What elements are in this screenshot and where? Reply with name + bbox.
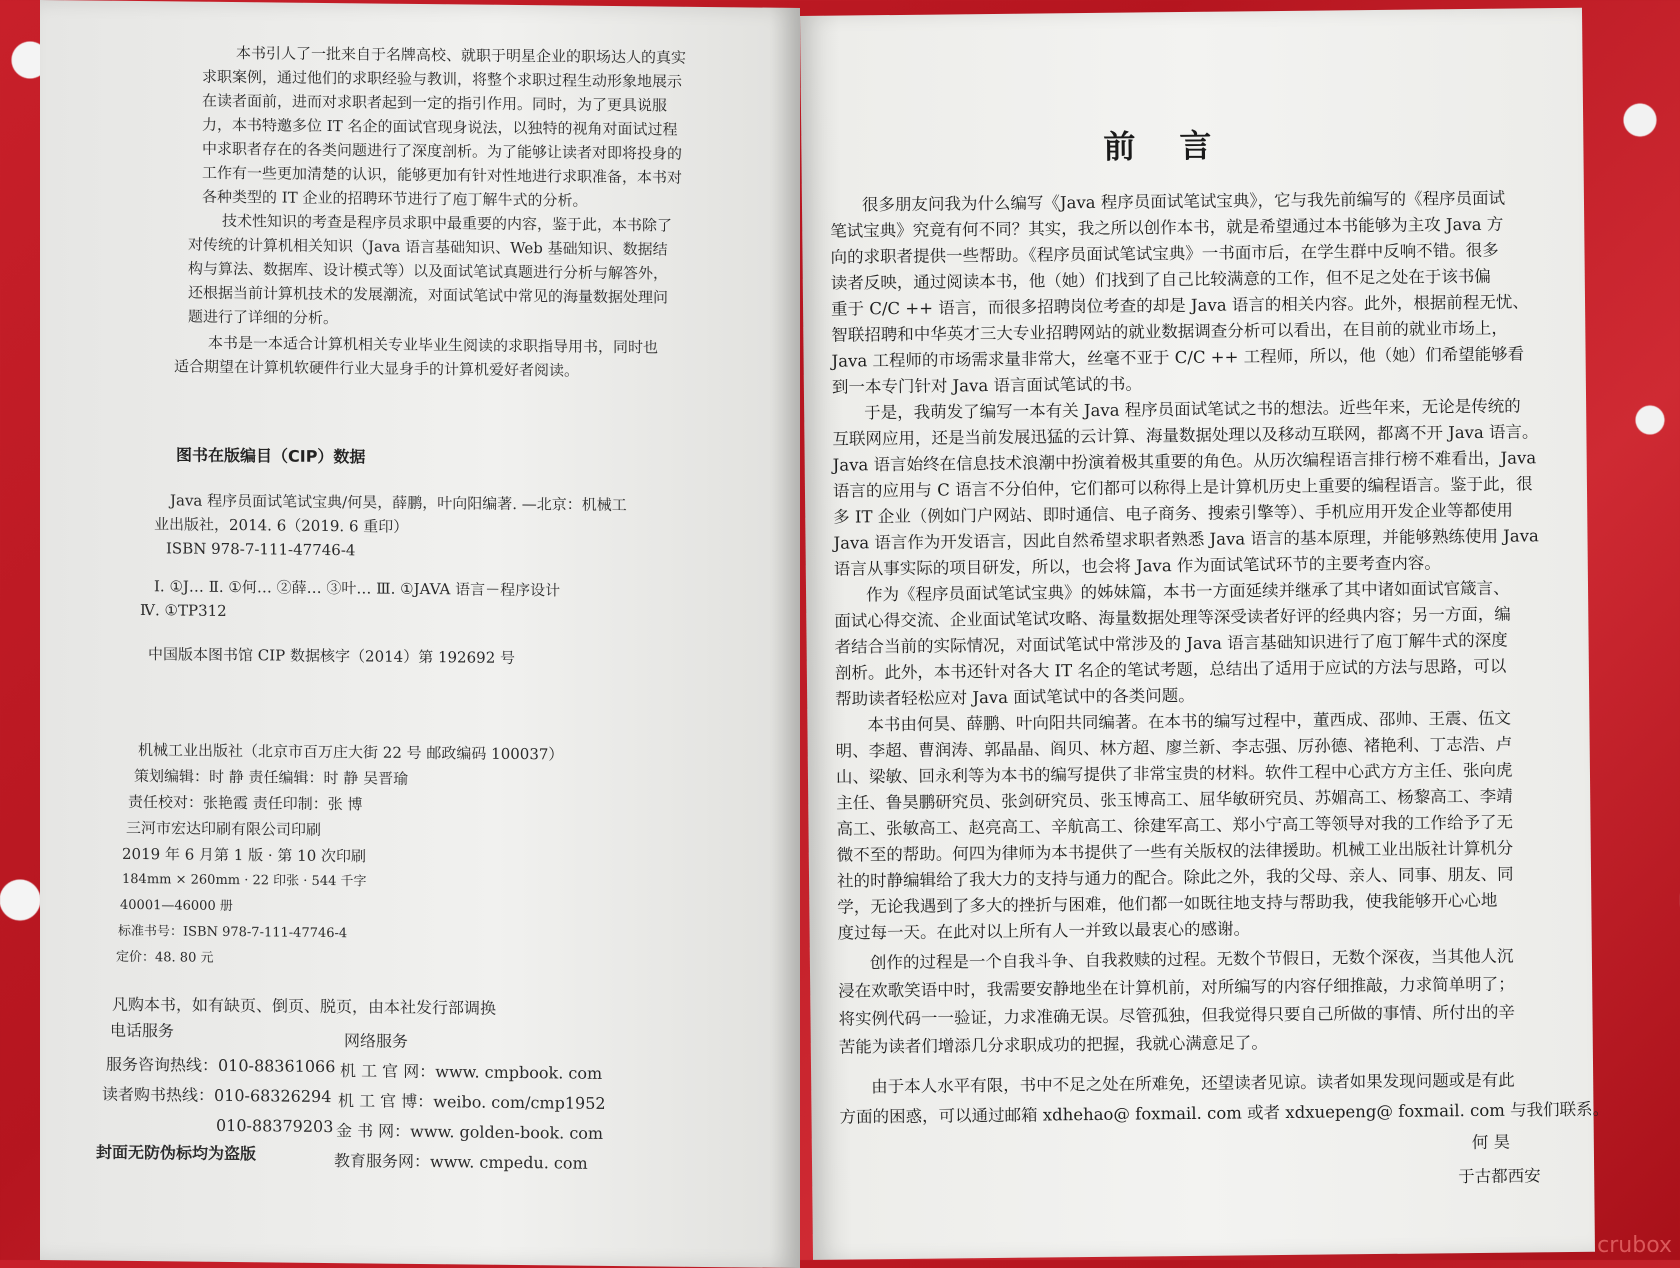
preface-line: 智联招聘和中华英才三大专业招聘网站的就业数据调查分析可以看出，在目前的就业市场上， — [831, 318, 1508, 345]
publisher-line: 184mm × 260mm · 22 印张 · 544 千字 — [122, 871, 367, 890]
publisher-line: 机械工业出版社（北京市百万庄大街 22 号 邮政编码 100037） — [138, 741, 564, 764]
service-phone: 010-88379203 — [216, 1115, 334, 1137]
preface-line: 浸在欢歌笑语中时，我需要安静地坐在计算机前，对所编写的内容仔细推敲，力求简单明了； — [838, 974, 1515, 1001]
preface-line: 主任、鲁昊鹏研究员、张剑研究员、张玉博高工、屈华敏研究员、苏媚高工、杨黎高工、李靖 — [836, 786, 1513, 813]
preface-line: 剖析。此外，本书还针对各大 IT 名企的笔试考题，总结出了适用于应试的方法与思路，可以 — [834, 656, 1507, 683]
preface-line: 向的求职者提供一些帮助。《程序员面试笔试宝典》一书面市后，在学生群中反响不错。很多 — [830, 240, 1499, 267]
service-phone: 服务咨询热线：010-88361066 — [106, 1054, 336, 1077]
preface-line: 者结合当前的实际情况，对面试笔试中常涉及的 Java 语言基础知识进行了庖丁解牛式的深度 — [834, 630, 1508, 657]
preface-line: Java 工程师的市场需求量非常大，丝毫不亚于 C/C ++ 工程师，所以，他（她）们希望能够看 — [831, 344, 1525, 371]
preface-line: 度过每一天。在此对以上所有人一并致以最衷心的感谢。 — [837, 919, 1251, 943]
intro-line: 适合期望在计算机软硬件行业大显身手的计算机爱好者阅读。 — [174, 357, 580, 380]
signature-name: 何 昊 — [1471, 1132, 1511, 1153]
preface-title: 前言 — [1103, 126, 1256, 166]
preface-line: 到一本专门针对 Java 语言面试笔试的书。 — [831, 374, 1143, 397]
preface-line: 读者反映，通过阅读本书，他（她）们找到了自己比较满意的工作，但不足之处在于该书偏 — [830, 266, 1491, 293]
preface-line: 明、李超、曹润涛、郭晶晶、阎贝、林方超、廖兰新、李志强、厉孙德、褚艳利、丁志浩、卢 — [835, 734, 1513, 761]
right-page — [800, 8, 1610, 1260]
service-web: 机 工 官 网：www. cmpbook. com — [340, 1061, 603, 1083]
intro-line: 在读者面前，进而对求职者起到一定的指引作用。同时，为了更具说服 — [202, 91, 668, 115]
preface-line: 笔试宝典》究竟有何不同？其实，我之所以创作本书，就是希望通过本书能够为主攻 Java 方 — [830, 214, 1504, 241]
signature-place: 于古都西安 — [1458, 1166, 1541, 1187]
publisher-line: 2019 年 6 月第 1 版 · 第 10 次印刷 — [122, 844, 367, 866]
intro-line: 本书是一本适合计算机相关专业毕业生阅读的求职指导用书，同时也 — [208, 333, 659, 357]
publisher-line: 40001—46000 册 — [120, 897, 233, 915]
intro-line: 力，本书特邀多位 IT 名企的面试官现身说法，以独特的视角对面试过程 — [202, 115, 678, 139]
preface-line: 山、梁敏、回永利等为本书的编写提供了非常宝贵的材料。软件工程中心武方方主任、张向虎 — [835, 760, 1513, 787]
phone-service-header: 电话服务 — [110, 1020, 175, 1041]
intro-line: 还根据当前计算机技术的发展潮流，对面试笔试中常见的海量数据处理问 — [188, 283, 669, 307]
intro-line: 题进行了详细的分析。 — [188, 307, 339, 328]
watermark: crubox — [1597, 1233, 1672, 1258]
intro-line: 求职案例，通过他们的求职经验与教训，将整个求职过程生动形象地展示 — [202, 67, 683, 91]
intro-line: 各种类型的 IT 企业的招聘环节进行了庖丁解牛式的分析。 — [202, 187, 588, 210]
preface-line: 很多朋友问我为什么编写《Java 程序员面试笔试宝典》，它与我先前编写的《程序员面试 — [861, 188, 1506, 215]
preface-line: 社的时静编辑给了我大力的支持与通力的配合。除此之外，我的父母、亲人、同事、朋友、同 — [836, 864, 1514, 891]
service-web: 金 书 网：www. golden-book. com — [336, 1121, 604, 1143]
intro-line: 技术性知识的考查是程序员求职中最重要的内容，鉴于此，本书除了 — [222, 211, 673, 235]
left-page — [40, 0, 800, 1268]
cip-number: 中国版本图书馆 CIP 数据核字（2014）第 192692 号 — [148, 645, 516, 667]
anti-counterfeit-notice: 封面无防伪标均为盗版 — [96, 1142, 257, 1164]
preface-line: Java 语言始终在信息技术浪潮中扮演着极其重要的角色。从历次编程语言排行榜不难看出，Java — [832, 448, 1537, 475]
intro-line: 中求职者存在的各类问题进行了深度剖析。为了能够让读者对即将投身的 — [202, 139, 683, 163]
service-notice: 凡购本书，如有缺页、倒页、脱页，由本社发行部调换 — [112, 994, 497, 1018]
preface-line: 于是，我萌发了编写一本有关 Java 程序员面试笔试之书的想法。近些年来，无论是传统的 — [864, 396, 1521, 423]
publisher-line: 标准书号：ISBN 978-7-111-47746-4 — [118, 923, 348, 942]
preface-line: 高工、张敏高工、赵亮高工、辛航高工、徐建军高工、郑小宁高工等领导对我的工作给予了无 — [836, 812, 1514, 839]
publisher-line: 定价：48. 80 元 — [116, 949, 214, 966]
preface-line: 本书由何昊、薛鹏、叶向阳共同编著。在本书的编写过程中，董西成、邵帅、王震、伍文 — [867, 708, 1511, 735]
cip-line: Ⅰ. ①J… Ⅱ. ①何… ②薛… ③叶… Ⅲ. ①JAVA 语言－程序设计 — [154, 577, 561, 600]
preface-line: 面试心得交流、企业面试笔试攻略、海量数据处理等深受读者好评的经典内容；另一方面，编 — [834, 604, 1511, 631]
cip-line: ISBN 978-7-111-47746-4 — [166, 539, 356, 560]
preface-line: Java 语言作为开发语言，因此自然希望求职者熟悉 Java 语言的基本原理，并能够熟练使用 Java — [833, 526, 1539, 553]
network-service-header: 网络服务 — [344, 1031, 409, 1051]
publisher-line: 三河市宏达印刷有限公司印刷 — [126, 818, 322, 839]
preface-line: 苦能为读者们增添几分求职成功的把握，我就心满意足了。 — [838, 1033, 1268, 1057]
preface-line: 方面的困惑，可以通过邮箱 xdhehao@ foxmail. com 或者 xdxuepeng@ foxmail. com 与我们联系。 — [839, 1099, 1610, 1127]
intro-line: 对传统的计算机相关知识（Java 语言基础知识、Web 基础知识、数据结 — [188, 235, 668, 259]
preface-line: 重于 C/C ++ 语言，而很多招聘岗位考查的却是 Java 语言的相关内容。此外，根据前程无忧、 — [830, 292, 1529, 319]
preface-line: 将实例代码一一验证，力求准确无误。尽管孤独，但我觉得只要自己所做的事情、所付出的辛 — [838, 1002, 1516, 1029]
preface-line: 微不至的帮助。何四为律师为本书提供了一些有关版权的法律援助。机械工业出版社计算机分 — [836, 838, 1514, 865]
cip-title: 图书在版编目（CIP）数据 — [176, 445, 366, 467]
cip-line: Java 程序员面试笔试宝典/何昊，薛鹏，叶向阳编著. —北京：机械工 — [170, 491, 627, 515]
preface-line: 语言的应用与 C 语言不分伯仲，它们都可以称得上是计算机历史上重要的编程语言。鉴于此，很 — [832, 474, 1533, 501]
cip-line: 业出版社，2014. 6（2019. 6 重印） — [154, 515, 409, 536]
preface-line: 由于本人水平有限，书中不足之处在所难免，还望读者见谅。读者如果发现问题或是有此 — [871, 1070, 1515, 1097]
service-web: 机 工 官 博：weibo. com/cmp1952 — [338, 1091, 606, 1113]
preface-line: 语言从事实际的项目研发，所以，也会将 Java 作为面试笔试环节的主要考查内容。 — [833, 553, 1441, 579]
preface-line: 作为《程序员面试笔试宝典》的姊妹篇，本书一方面延续并继承了其中诸如面试官箴言、 — [865, 578, 1510, 605]
publisher-line: 策划编辑：时 静 责任编辑：时 静 吴晋瑜 — [134, 766, 409, 788]
service-web: 教育服务网：www. cmpedu. com — [334, 1151, 588, 1173]
preface-line: 学，无论我遇到了多大的挫折与困难，他们都一如既往地支持与帮助我，使我能够开心心地 — [837, 890, 1498, 917]
intro-line: 工作有一些更加清楚的认识，能够更加有针对性地进行求职准备，本书对 — [202, 163, 683, 187]
service-phone: 读者购书热线：010-68326294 — [102, 1084, 332, 1107]
preface-line: 互联网应用，还是当前发展迅猛的云计算、海量数据处理以及移动互联网，都离不开 Java 语言。 — [832, 422, 1539, 449]
cip-line: Ⅳ. ①TP312 — [140, 601, 227, 620]
publisher-line: 责任校对：张艳霞 责任印制：张 博 — [128, 792, 363, 814]
preface-line: 帮助读者轻松应对 Java 面试笔试中的各类问题。 — [835, 685, 1195, 709]
intro-line: 构与算法、数据库、设计模式等）以及面试笔试真题进行分析与解答外， — [188, 259, 669, 283]
intro-line: 本书引人了一批来自于名牌高校、就职于明星企业的职场达人的真实 — [236, 44, 687, 67]
preface-line: 多 IT 企业（例如门户网站、即时通信、电子商务、搜索引擎等）、手机应用开发企业等都使用 — [833, 500, 1514, 527]
preface-line: 创作的过程是一个自我斗争、自我救赎的过程。无数个节假日，无数个深夜，当其他人沉 — [869, 946, 1514, 973]
